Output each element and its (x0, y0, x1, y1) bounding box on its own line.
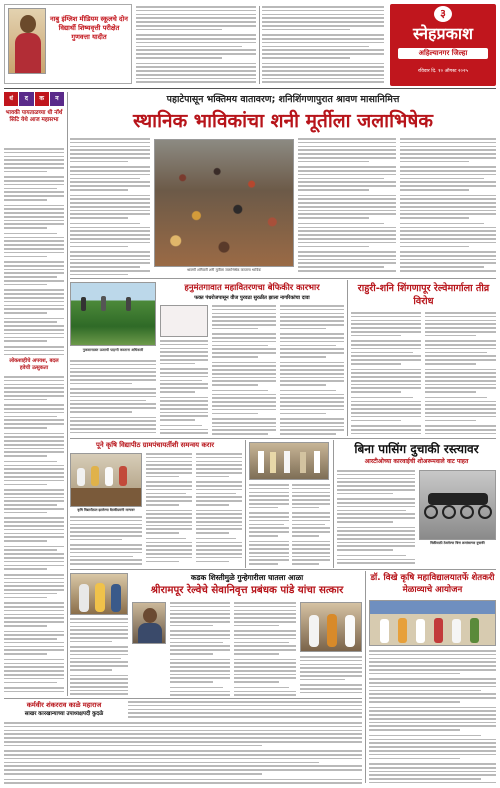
lead-story-col-3 (298, 138, 396, 274)
left-column-body-2 (4, 376, 64, 694)
samarth-body-1 (146, 453, 192, 565)
protest-body-1 (249, 484, 289, 566)
felicitation-photo-right (300, 602, 362, 652)
top-story-1-body (136, 6, 256, 84)
hanuman-body-3 (280, 305, 344, 435)
left-tab-2: द (19, 92, 33, 106)
masthead-brand: स्नेहप्रकाश (413, 24, 473, 43)
meeting-photo-caption: कृषि विद्यापीठात झालेल्या बैठकीप्रसंगी मान्यवर (77, 508, 135, 512)
rahuri-headline: राहुरी-शनि शिंगणापूर रेल्वेमार्गाला तीव्र विरोध (357, 283, 490, 307)
school-headline: कर्मवीर शंकरराव काळे महाराज (26, 701, 102, 709)
temple-photo-caption: श्रावणी शनिवारी शनी मूर्तीला जलाभिषेक करताना भाविक (186, 268, 262, 272)
bikes-photo (419, 470, 496, 540)
retired-manager-portrait (132, 602, 166, 644)
samarth-body-3 (70, 516, 142, 566)
left-tab-1: धं (4, 92, 18, 106)
top-promo-box (4, 4, 132, 84)
farmer-photo (369, 600, 496, 646)
lead-story-col-4 (400, 138, 496, 274)
sugarcane-field-photo (70, 282, 156, 346)
masthead-edition: अहिल्यानगर जिल्हा (398, 48, 488, 59)
fraud-kicker: कडक शिस्तीमुळे गुन्हेगारीला घातला आळा (190, 573, 304, 582)
sugarcane-story-body (70, 360, 156, 434)
protest-body-2 (292, 484, 330, 566)
fraud-headline: श्रीरामपूर रेल्वेचे सेवानिवृत्त प्रबंधक पांडे यांचा सत्कार (150, 585, 344, 596)
rahuri-body-2 (425, 312, 496, 436)
hanuman-headline: हनुमंतगावात महावितरणचा बेफिकीर कारभार (184, 282, 320, 292)
masthead (390, 4, 496, 86)
school-side-body (128, 701, 362, 721)
left-tab-4: न (50, 92, 64, 106)
bikes-photo-caption: विक्रीसाठी ठेवलेल्या बिना क्रमांकाच्या दुचाकी (430, 541, 485, 545)
left-column-headline: भावकी पायताळच्या धी नॉर्थ सिटि येथे आज महासभा (5, 110, 63, 124)
top-story-2-body (262, 6, 384, 84)
left-column-subhead: लोकशाहीचे अपयश, बदल हवेची उत्सुकता (9, 358, 59, 371)
traffic-body-1 (337, 470, 415, 566)
school-body (4, 722, 362, 784)
left-section-tabs (4, 92, 64, 106)
fraud-body-2 (170, 602, 230, 696)
traffic-subhead: आरटीओच्या कारवाईची शोअरूमवाले वाट पाहत (364, 458, 469, 465)
felicitation-photo-left (70, 573, 128, 615)
traffic-headline: बिना पासिंग दुचाकी रस्त्यावर (354, 442, 479, 456)
samarth-body-2 (196, 453, 242, 565)
meeting-photo (70, 453, 142, 507)
page-number: ३ (434, 6, 452, 22)
left-column-body-1 (4, 148, 64, 356)
rahuri-body-1 (351, 312, 421, 436)
lead-story-headline: स्थानिक भाविकांचा शनी मूर्तीला जलाभिषेक (133, 110, 433, 132)
samarth-headline: पूने कृषि विद्यापीठ ग्रामपंचायतींशी समन्वय करार (95, 441, 215, 449)
temple-crowd-photo (154, 139, 294, 267)
hanuman-body-2 (212, 305, 276, 435)
fraud-body-4 (300, 656, 362, 696)
masthead-dateline: रविवार दि. १० ऑगस्ट २०२५ (417, 69, 468, 74)
sugarcane-photo-caption: नुकसानग्रस्त ऊसाची पाहणी करताना अधिकारी (82, 348, 144, 352)
farmer-body (369, 650, 496, 783)
left-tab-3: क (35, 92, 49, 106)
school-subhead: साखर कारखान्याच्या उपाध्यक्षपदी कुदळे (24, 711, 104, 717)
top-promo-headline: नाबु इंग्लिश मीडियम स्कूलचे दोन विद्यार्थी शिष्यवृत्ती परीक्षेत गुणवत्ता यादीत (50, 15, 128, 41)
farmer-headline: डॉ. विखे कृषि महाविद्यालयातर्फे शेतकरी मेळाव्याचे आयोजन (370, 573, 495, 595)
hanuman-subhead: फक्त पंधरोजपासून वीज पुरवठा सुरळीत झाला नागरिकांचा दावा (194, 295, 310, 301)
lead-story-col-1 (70, 138, 150, 276)
lead-story-kicker: पहाटेपासून भक्तिमय वातावरण; शनिशिंगणापुरात श्रावण मासानिमित्त (166, 94, 400, 105)
fraud-body-3 (234, 602, 296, 696)
hanuman-body-1 (160, 340, 208, 434)
protest-photo (249, 442, 329, 480)
student-photo-1 (8, 8, 46, 74)
inset-box (160, 305, 208, 337)
fraud-body-1 (70, 618, 128, 696)
